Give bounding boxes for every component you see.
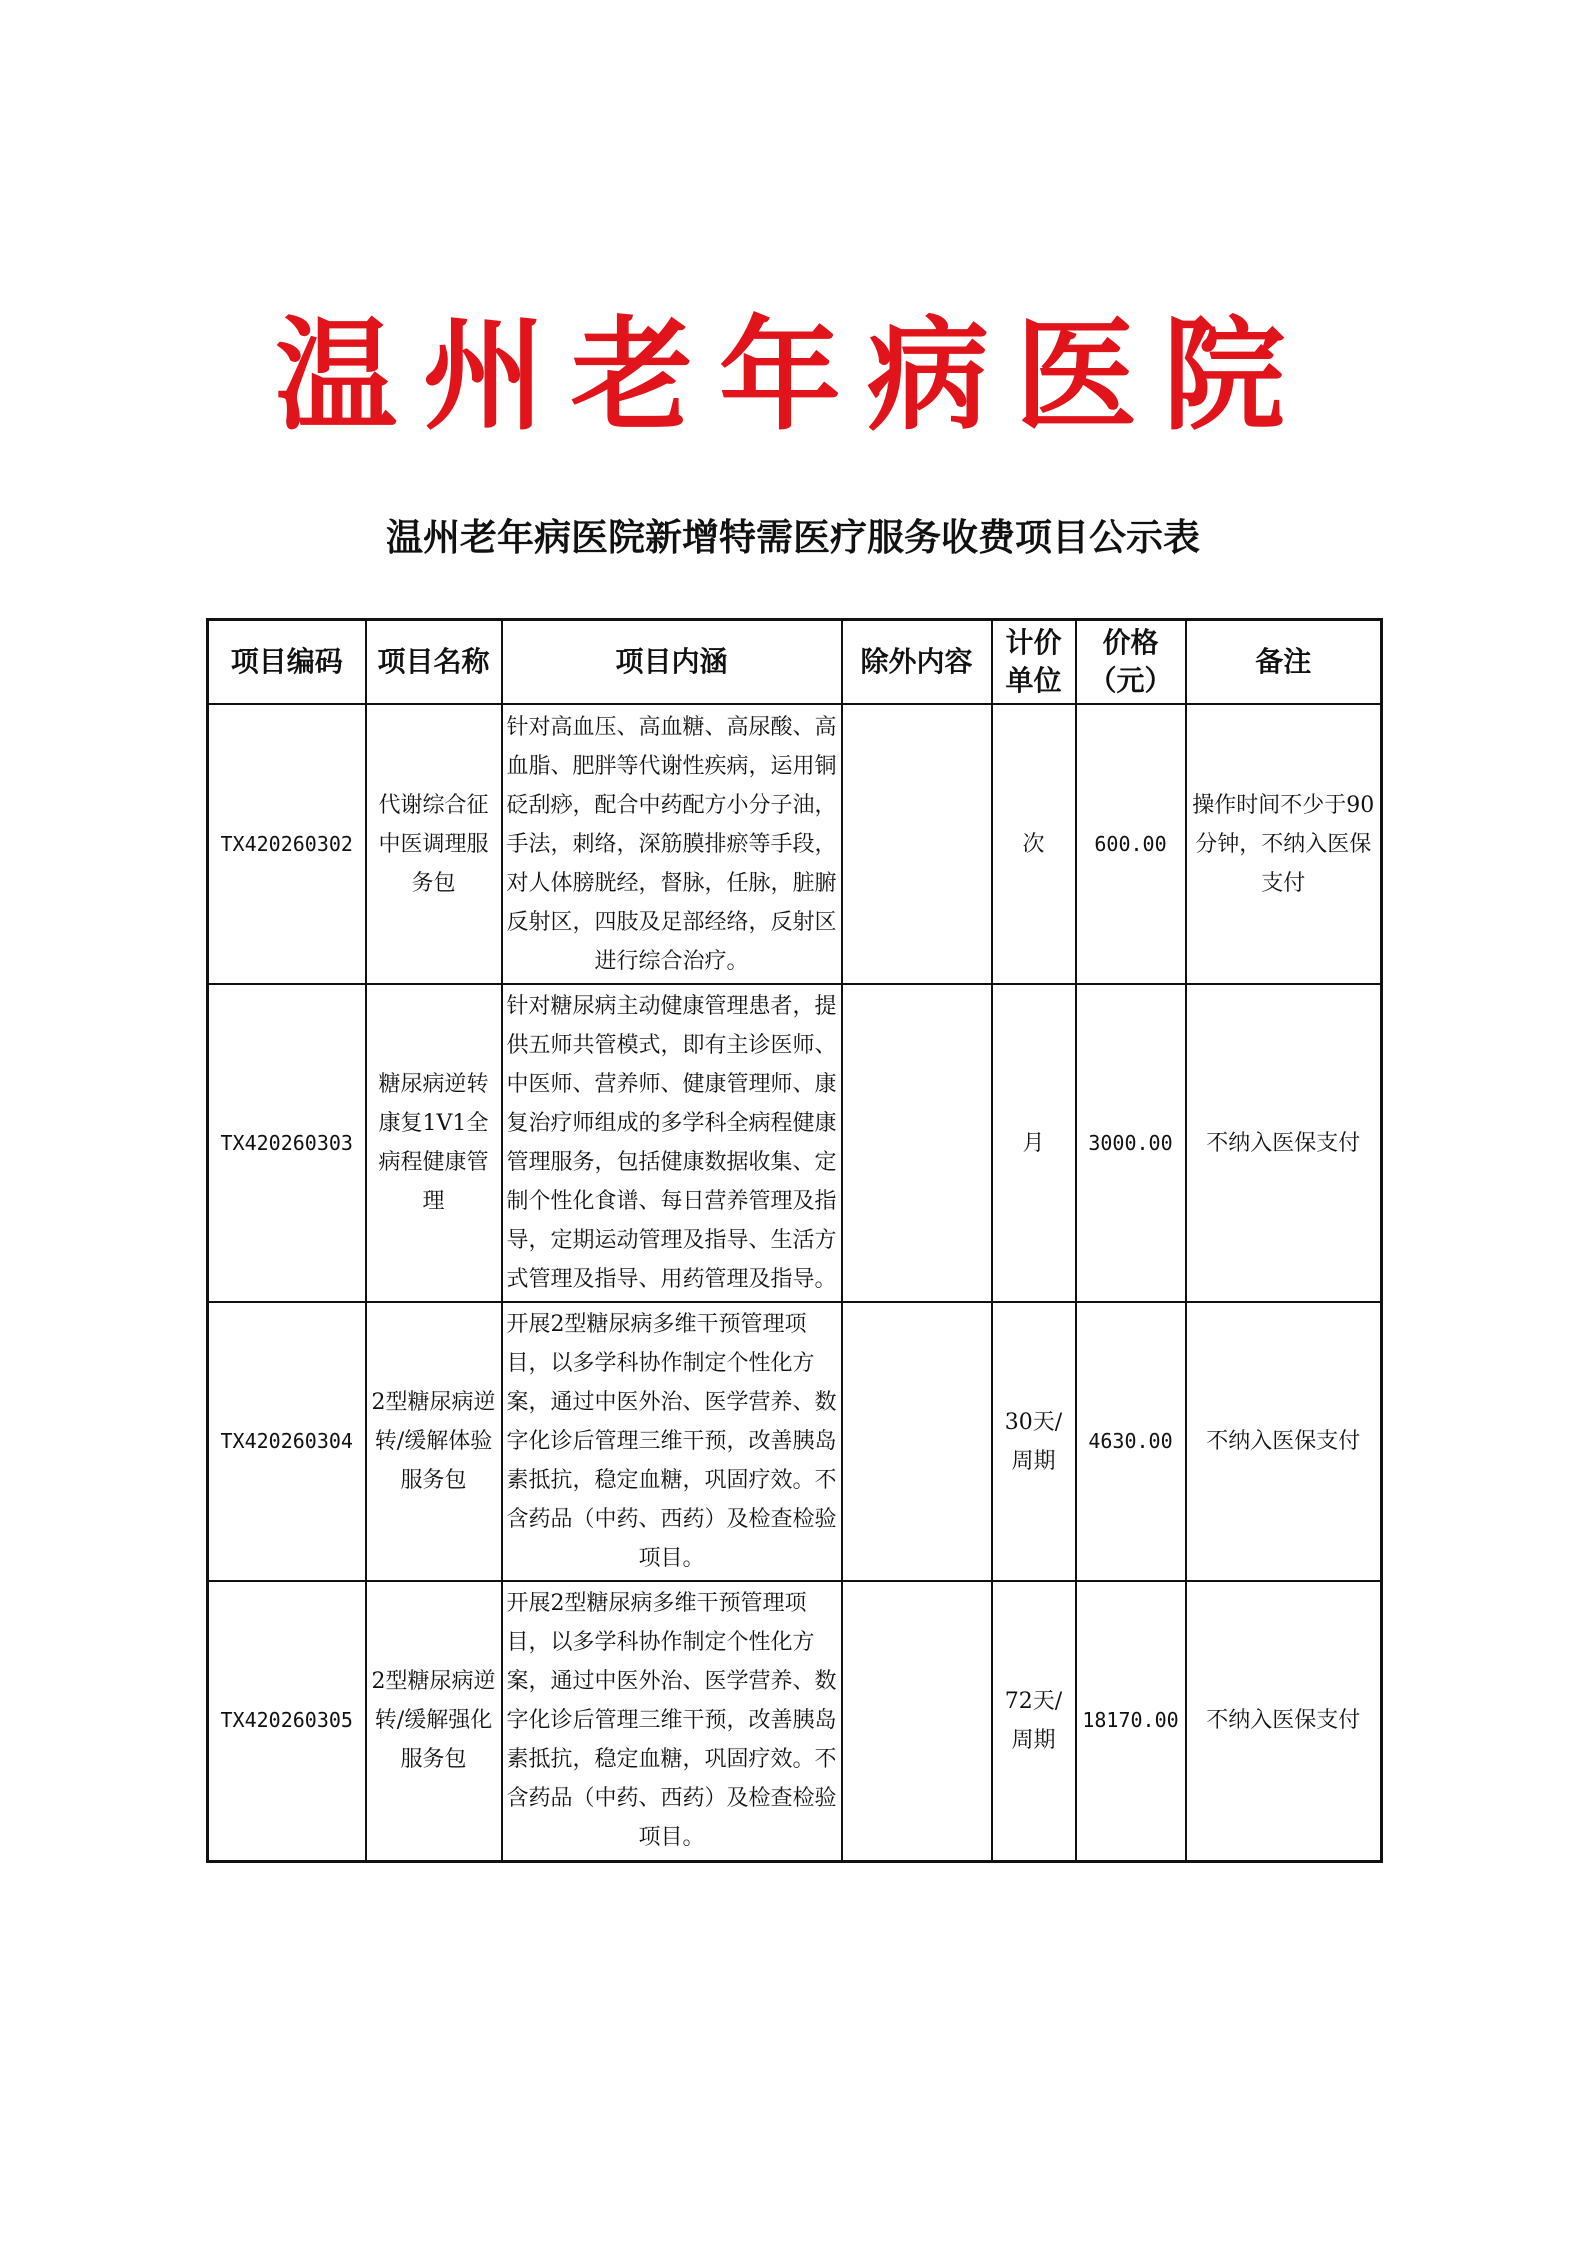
column-header-name: 项目名称 [366,620,502,705]
item-note: 不纳入医保支付 [1186,1302,1382,1581]
item-price: 3000.00 [1076,984,1186,1302]
item-exclusion [842,1302,992,1581]
column-header-code: 项目编码 [208,620,366,705]
item-content: 开展2型糖尿病多维干预管理项目，以多学科协作制定个性化方案，通过中医外治、医学营养、数字化诊后管理三维干预，改善胰岛素抵抗，稳定血糖，巩固疗效。不含药品（中药、西药）及检查检验项目。 [502,1302,842,1581]
item-price: 600.00 [1076,704,1186,984]
item-exclusion [842,984,992,1302]
item-code: TX420260304 [208,1302,366,1581]
table-row [208,984,1382,1302]
column-header-price: 价格（元） [1076,620,1186,705]
fee-table [206,618,1383,1863]
item-unit: 次 [992,704,1076,984]
item-code: TX420260305 [208,1581,366,1861]
table-row [208,1302,1382,1581]
item-content: 开展2型糖尿病多维干预管理项目，以多学科协作制定个性化方案，通过中医外治、医学营养、数字化诊后管理三维干预，改善胰岛素抵抗，稳定血糖，巩固疗效。不含药品（中药、西药）及检查检验项目。 [502,1581,842,1861]
column-header-content: 项目内涵 [502,620,842,705]
item-name: 2型糖尿病逆转/缓解强化服务包 [366,1581,502,1861]
item-name: 代谢综合征中医调理服务包 [366,704,502,984]
item-price: 4630.00 [1076,1302,1186,1581]
column-header-unit: 计价单位 [992,620,1076,705]
table-header-row [208,620,1382,705]
item-unit: 30天/周期 [992,1302,1076,1581]
item-exclusion [842,704,992,984]
item-exclusion [842,1581,992,1861]
item-code: TX420260303 [208,984,366,1302]
column-header-exclusion: 除外内容 [842,620,992,705]
item-name: 糖尿病逆转康复1V1全病程健康管理 [366,984,502,1302]
table-row [208,704,1382,984]
table-row [208,1581,1382,1861]
item-unit: 72天/周期 [992,1581,1076,1861]
item-unit: 月 [992,984,1076,1302]
item-note: 不纳入医保支付 [1186,984,1382,1302]
item-content: 针对糖尿病主动健康管理患者，提供五师共管模式，即有主诊医师、中医师、营养师、健康管理师、康复治疗师组成的多学科全病程健康管理服务，包括健康数据收集、定制个性化食谱、每日营养管理及指导，定期运动管理及指导、生活方式管理及指导、用药管理及指导。 [502,984,842,1302]
item-code: TX420260302 [208,704,366,984]
item-content: 针对高血压、高血糖、高尿酸、高血脂、肥胖等代谢性疾病，运用铜砭刮痧，配合中药配方小分子油，手法，刺络，深筋膜排瘀等手段，对人体膀胱经，督脉，任脉，脏腑反射区，四肢及足部经络，反射区进行综合治疗。 [502,704,842,984]
hospital-letterhead: 温州老年病医院 [275,303,1311,447]
column-header-note: 备注 [1186,620,1382,705]
item-price: 18170.00 [1076,1581,1186,1861]
item-note: 操作时间不少于90分钟，不纳入医保支付 [1186,704,1382,984]
document-title: 温州老年病医院新增特需医疗服务收费项目公示表 [386,516,1200,559]
item-name: 2型糖尿病逆转/缓解体验服务包 [366,1302,502,1581]
item-note: 不纳入医保支付 [1186,1581,1382,1861]
